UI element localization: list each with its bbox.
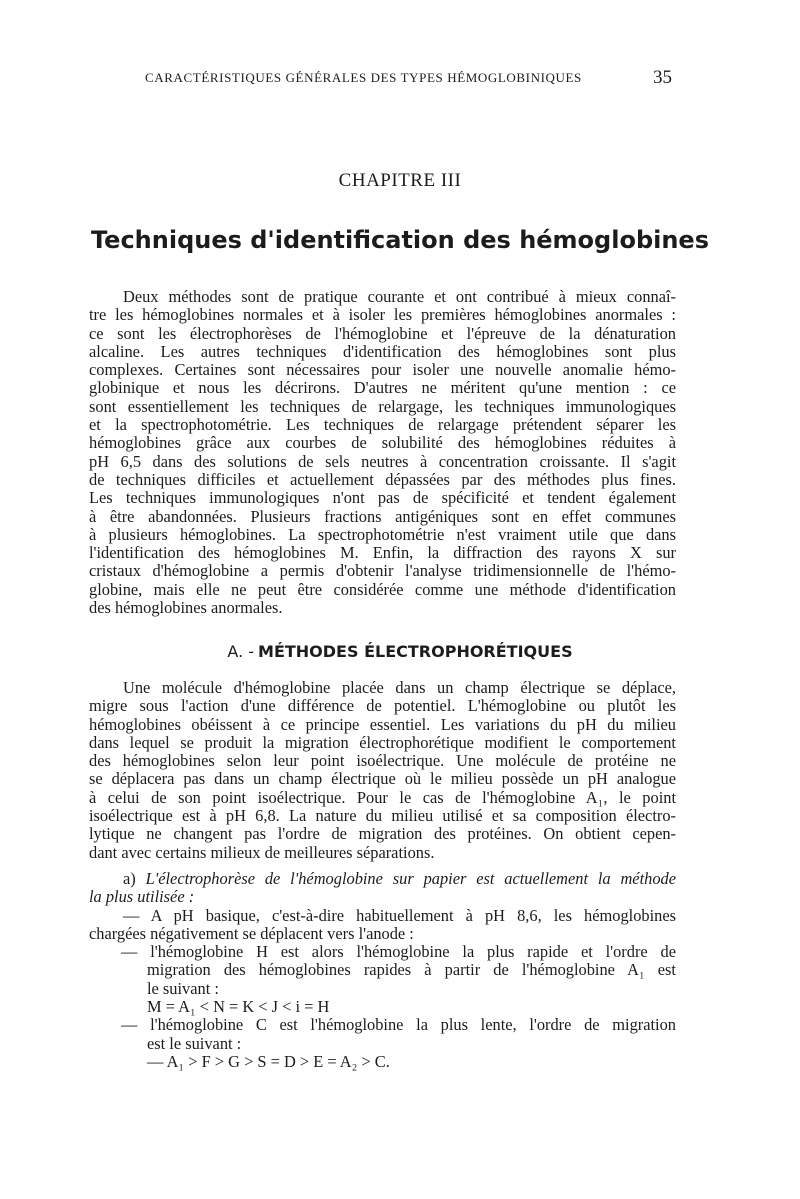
text-line: migration des hémoglobines rapides à partir de l'hémoglobine A₁ est (147, 961, 676, 980)
text-line: le suivant : (147, 979, 219, 998)
chapter-title: Techniques d'identification des hémoglobines (90, 226, 709, 254)
text-line: Les techniques immunologiques n'ont pas de spécificité et tendent également (89, 489, 676, 508)
formula-line: M = A₁ < N = K < J < i = H (147, 998, 330, 1017)
text-line: tre les hémoglobines normales et à isoler les premières hémoglobines anormales : (89, 306, 676, 325)
text-line: des hémoglobines selon leur point isoélectrique. Une molécule de protéine ne (89, 752, 676, 771)
text-line: chargées négativement se déplacent vers l'anode : (89, 924, 414, 943)
text-line: globinique et nous les décrirons. D'autres ne méritent qu'une mention : ce (89, 379, 676, 398)
text-line: hémoglobines obéissent à ce principe essentiel. Les variations du pH du milieu (89, 715, 676, 734)
text-line: isoélectrique est à pH 6,8. La nature du milieu utilisé et sa composition électro- (89, 807, 676, 826)
text-line: alcaline. Les autres techniques d'identification des hémoglobines sont plus (89, 342, 676, 361)
text-line: cristaux d'hémoglobine a permis d'obtenir l'analyse tridimensionnelle de l'hémo- (89, 562, 676, 581)
text-line: et la spectrophotométrie. Les techniques de relargage prétendent séparer les (89, 416, 676, 435)
text-line: dans lequel se produit la migration électrophorétique modifient le comportement (89, 733, 676, 752)
chapter-label: CHAPITRE III (338, 170, 462, 191)
text-line: lytique ne changent pas l'ordre de migration des protéines. On obtient cepen- (89, 825, 676, 844)
subsection-title: L'électrophorèse de l'hémoglobine sur papier est actuellement la méthode (145, 870, 676, 888)
page-number: 35 (653, 67, 672, 88)
text-line: sont essentiellement les techniques de relargage, les techniques immunologiques (89, 397, 676, 416)
text-line: complexes. Certaines sont nécessaires pour isoler une nouvelle anomalie hémo- (89, 361, 676, 380)
electrophoresis-paragraph (89, 679, 676, 862)
text-line: à plusieurs hémoglobines. La spectrophotométrie n'est vraiment utile que dans (89, 525, 676, 544)
text-line: Deux méthodes sont de pratique courante et ont contribué à mieux connaî- (123, 288, 676, 306)
subsection-heading-line (89, 870, 676, 888)
text-line: hémoglobines grâce aux courbes de solubilité des hémoglobines réduites à (89, 434, 676, 453)
text-line: — A pH basique, c'est-à-dire habituellement à pH 8,6, les hémoglobines (123, 906, 676, 925)
text-line: globine, mais elle ne peut être considérée comme une méthode d'identification (89, 580, 676, 599)
section-heading (0, 642, 800, 662)
text-line: pH 6,5 dans des solutions de sels neutres à concentration croissante. Il s'agit (89, 452, 676, 471)
text-line: migre sous l'action d'une différence de potentiel. L'hémoglobine ou plutôt les (89, 697, 676, 716)
intro-paragraph (89, 288, 676, 617)
list-item: — l'hémoglobine H est alors l'hémoglobine la plus rapide et l'ordre de (121, 943, 676, 962)
text-line: de techniques difficiles et actuellement dépassées par des méthodes plus fines. (89, 470, 676, 489)
subsection-title-continued: la plus utilisée : (89, 888, 195, 907)
text-line: à celui de son point isoélectrique. Pour le cas de l'hémoglobine A₁, le point (89, 788, 676, 807)
text-line: est le suivant : (147, 1034, 242, 1053)
text-line: Une molécule d'hémoglobine placée dans un champ électrique se déplace, (123, 679, 676, 697)
text-line: ce sont les électrophorèses de l'hémoglobine et l'épreuve de la dénaturation (89, 324, 676, 343)
text-line: l'identification des hémoglobines M. Enfin, la diffraction des rayons X sur (89, 544, 676, 563)
text-line: dant avec certains milieux de meilleures séparations. (89, 843, 435, 862)
text-line: à être abandonnées. Plusieurs fractions antigéniques sont en effet communes (89, 507, 676, 526)
section-title: MÉTHODES ÉLECTROPHORÉTIQUES (258, 642, 573, 661)
text-line: se déplacera pas dans un champ électrique où le milieu possède un pH analogue (89, 770, 676, 789)
list-item: — l'hémoglobine C est l'hémoglobine la plus lente, l'ordre de migration (121, 1016, 676, 1035)
section-letter: A. - (227, 642, 255, 661)
running-head: CARACTÉRISTIQUES GÉNÉRALES DES TYPES HÉMOGLOBINIQUES (145, 70, 582, 85)
paper-electrophoresis-subsection (89, 870, 676, 1071)
text-line: des hémoglobines anormales. (89, 599, 283, 618)
subsection-lead: a) (123, 870, 146, 888)
formula-line: — A₁ > F > G > S = D > E = A₂ > C. (147, 1052, 390, 1071)
